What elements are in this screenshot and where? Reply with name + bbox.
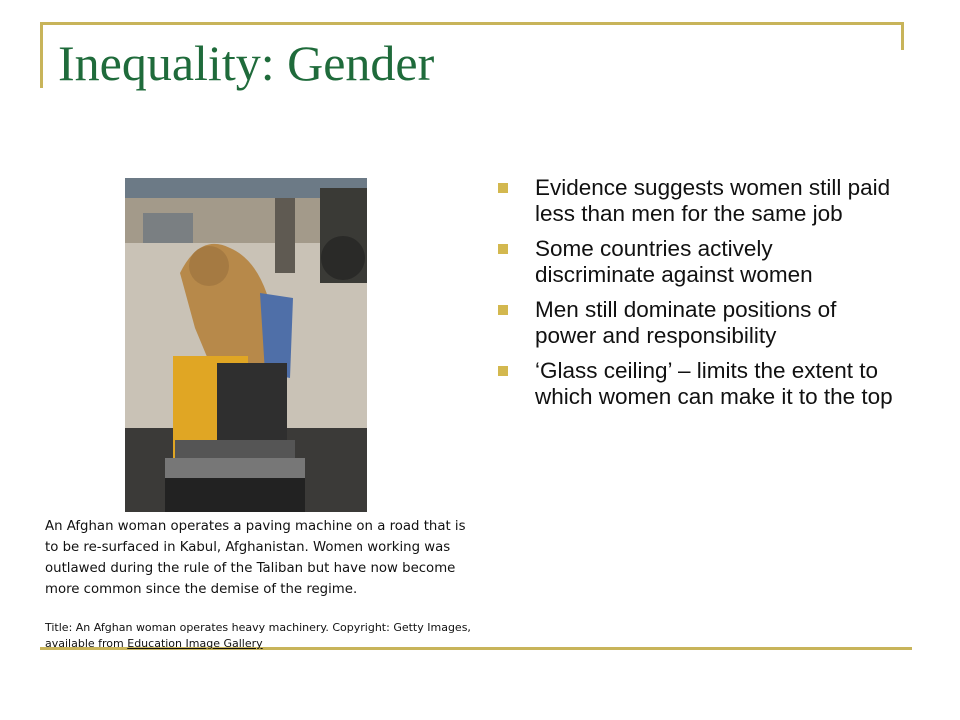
afghan-woman-photo: [125, 178, 367, 512]
slide-title: Inequality: Gender: [58, 35, 435, 91]
education-image-gallery-link[interactable]: Education Image Gallery: [127, 637, 263, 650]
bullet-item: [498, 358, 898, 410]
square-bullet-icon: [498, 305, 508, 315]
bullet-text: Evidence suggests women still paid less than men for the same job: [535, 175, 891, 226]
bullet-text: ‘Glass ceiling’ – limits the extent to which women can make it to the top: [535, 358, 893, 409]
bullet-item: [498, 175, 898, 227]
bullet-list: [498, 175, 898, 419]
bullet-item: [498, 236, 898, 288]
bullet-text: Men still dominate positions of power and responsibility: [535, 297, 837, 348]
frame-right-line: [901, 22, 904, 50]
bullet-item: [498, 297, 898, 349]
photo-credit: [45, 620, 475, 652]
photo-illustration: [125, 178, 367, 512]
frame-top-line: [40, 22, 904, 25]
frame-left-line: [40, 22, 43, 88]
square-bullet-icon: [498, 183, 508, 193]
square-bullet-icon: [498, 244, 508, 254]
square-bullet-icon: [498, 366, 508, 376]
photo-caption: An Afghan woman operates a paving machine on a road that is to be re-surfaced in Kabul, Afghanistan. Women working was outlawed during the rule of the Taliban but have now become more common since the demise of the regime.: [45, 519, 466, 597]
photo-credit-text: Title: An Afghan woman operates heavy machinery. Copyright: Getty Images, available from: [45, 621, 471, 650]
bullet-text: Some countries actively discriminate against women: [535, 236, 813, 287]
